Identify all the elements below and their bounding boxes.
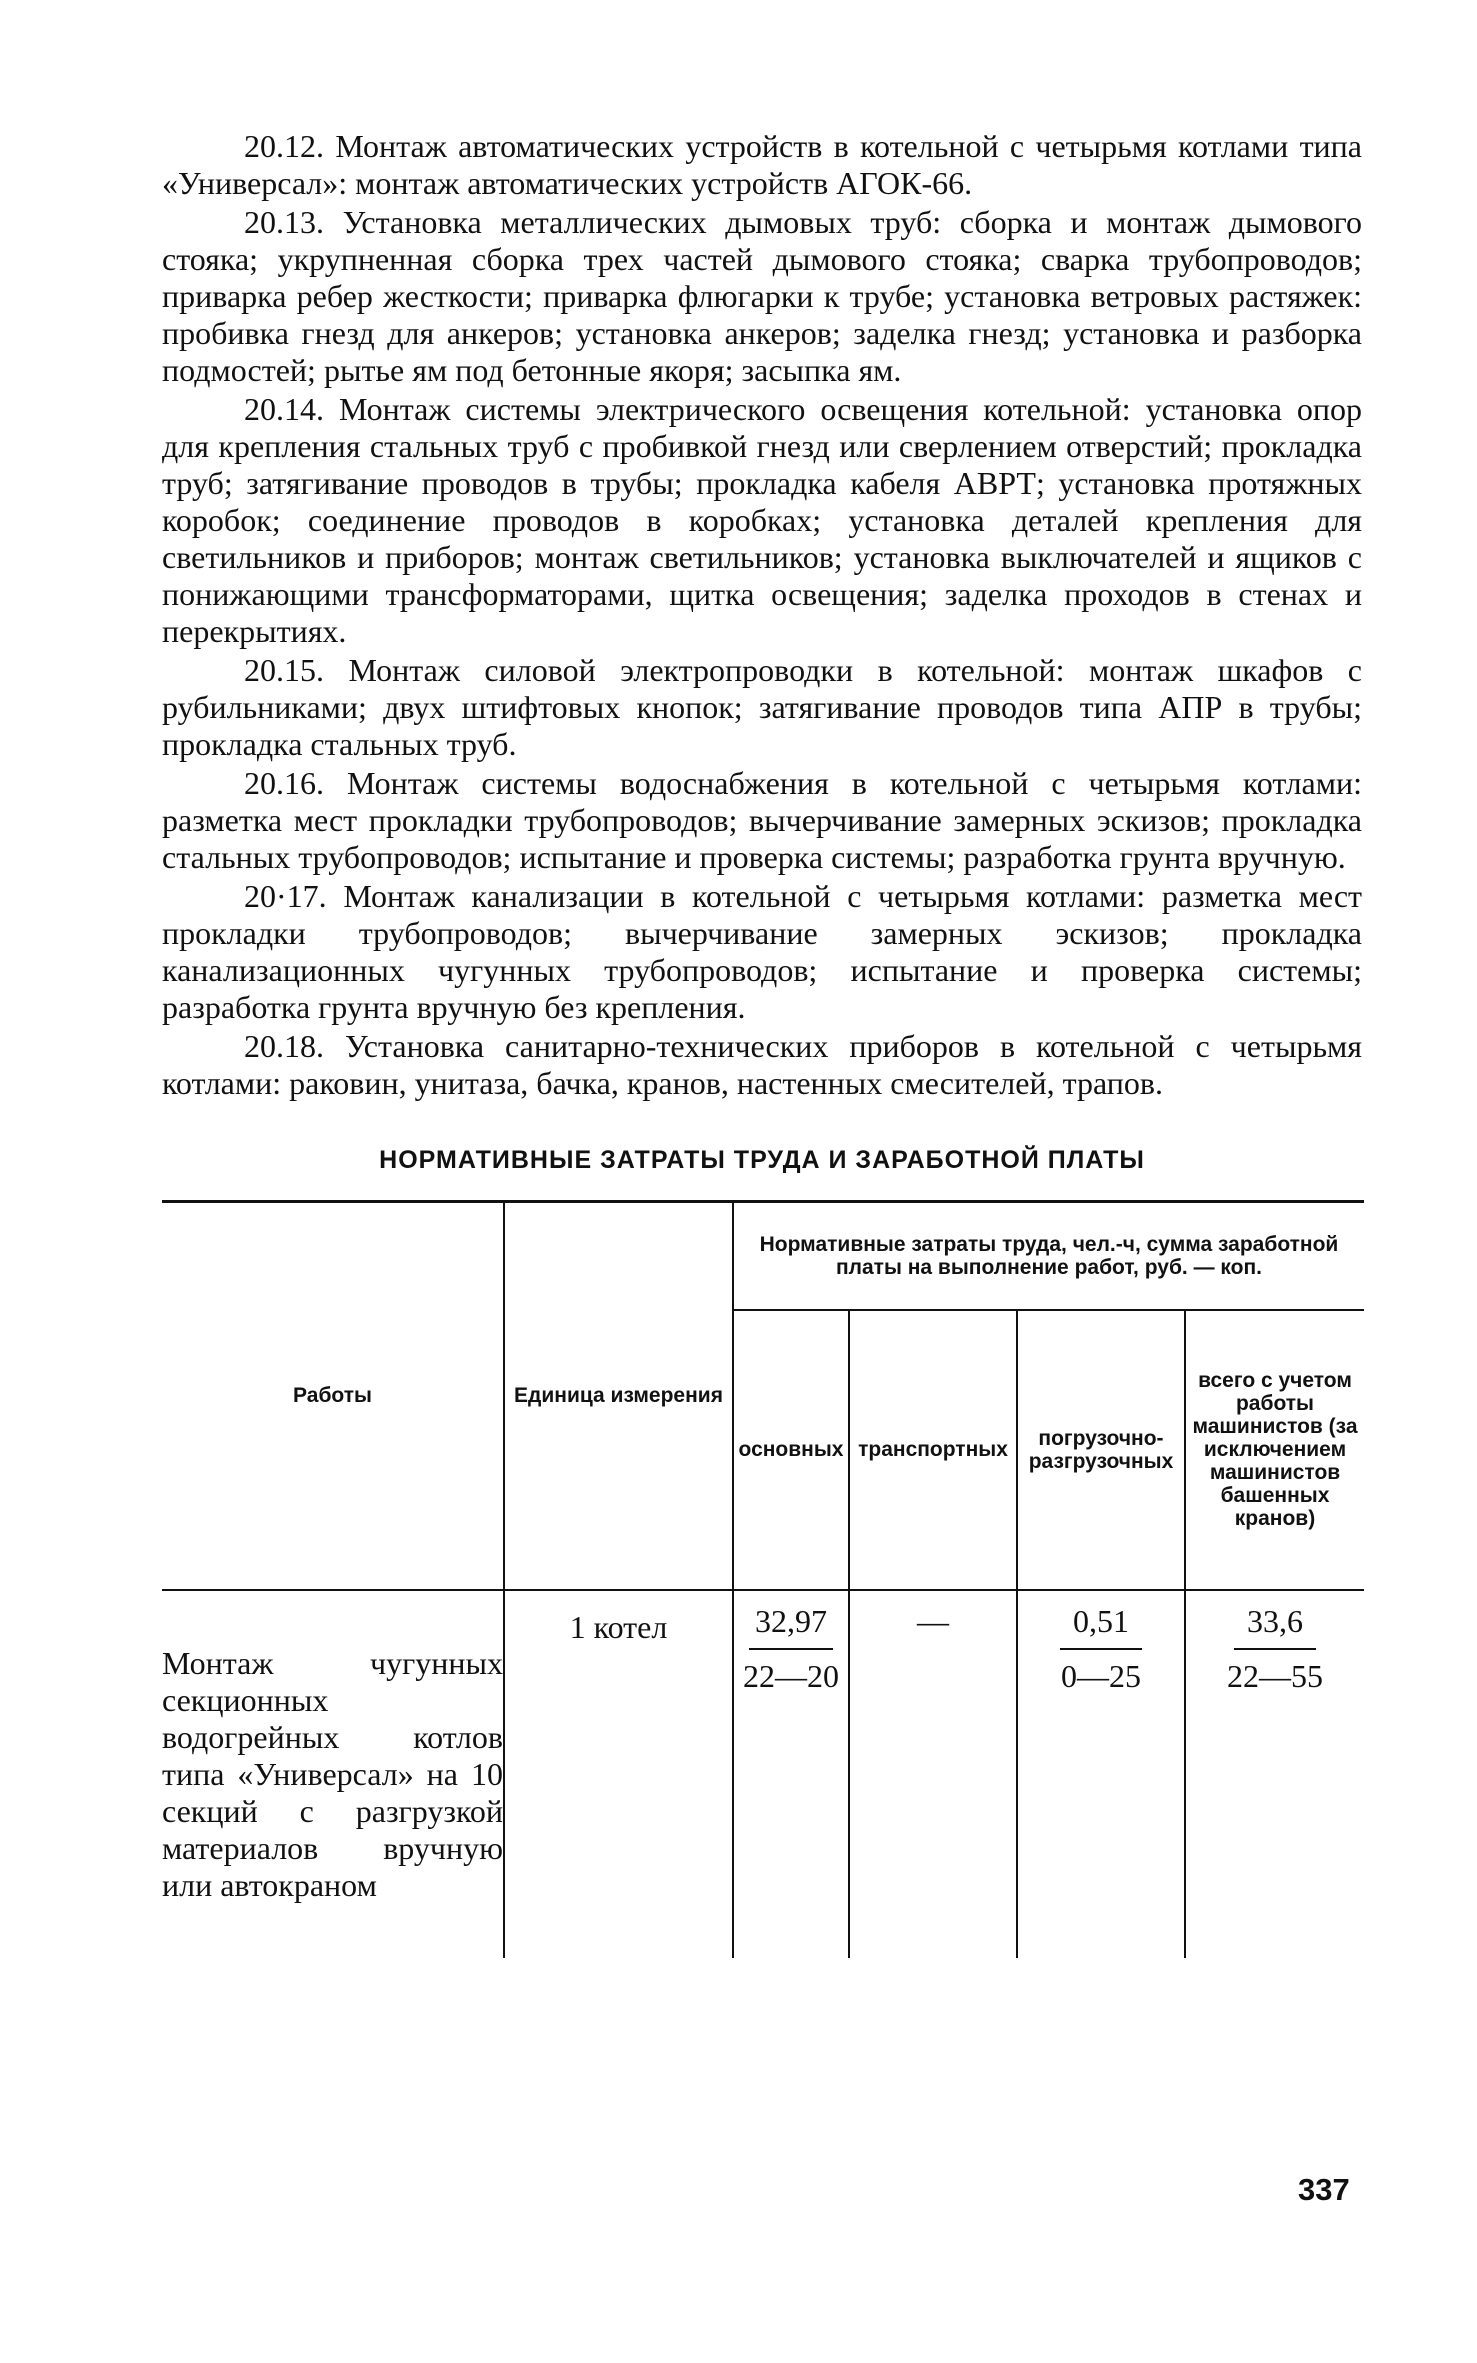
paragraph-number: 20.13. xyxy=(244,204,324,240)
main-wage-value: 22—20 xyxy=(743,1657,839,1694)
unit-value: 1 котел xyxy=(569,1608,668,1645)
transport-value: — xyxy=(917,1602,949,1639)
paragraph-text: Установка санитарно-технических приборов в котельной с четырьмя котлами: раковин, унитаза, бачка, кранов, настенных смесителей, трапов. xyxy=(162,1028,1363,1101)
table-row xyxy=(162,1590,1364,1958)
paragraph-20-12 xyxy=(162,128,1362,202)
transport-cell xyxy=(849,1590,1017,1958)
header-transport: транспортных xyxy=(849,1310,1017,1590)
header-loading: погрузочно-разгрузочных xyxy=(1017,1310,1185,1590)
paragraph-number: 20.18. xyxy=(244,1028,324,1064)
paragraph-text: Монтаж канализации в котельной с четырьмя котлами: разметка мест прокладки трубопроводов; вычерчивание замерных эскизов; прокладка канализационных чугунных трубопроводов; испытание и проверка системы; разработка грунта вручную без крепления. xyxy=(162,878,1363,1025)
paragraph-number: 20.15. xyxy=(244,652,324,688)
paragraph-text: Монтаж системы водоснабжения в котельной с четырьмя котлами: разметка мест прокладки трубопроводов; вычерчивание замерных эскизов; прокладка стальных трубопроводов; испытание и проверка системы; разработка грунта вручную. xyxy=(162,765,1363,875)
total-labor-value: 33,6 xyxy=(1234,1603,1316,1650)
section-heading: НОРМАТИВНЫЕ ЗАТРАТЫ ТРУДА И ЗАРАБОТНОЙ ПЛАТЫ xyxy=(379,1146,1145,1174)
header-unit: Единица измерения xyxy=(504,1202,733,1590)
work-description: Монтаж чугунных секционных водогрейных котлов типа «Универсал» на 10 секций с разгрузкой материалов вручную или автокраном xyxy=(162,1644,503,1903)
main-labor-value: 32,97 xyxy=(749,1603,833,1650)
loading-cell xyxy=(1017,1590,1185,1958)
paragraph-20-17 xyxy=(162,878,1362,1026)
page-content xyxy=(162,128,1362,1958)
total-wage-value: 22—55 xyxy=(1227,1657,1323,1694)
paragraph-20-18 xyxy=(162,1028,1362,1102)
header-works: Работы xyxy=(162,1202,504,1590)
paragraph-text: Монтаж системы электрического освещения котельной: установка опор для крепления стальных труб с пробивкой гнезд или сверлением отверстий; прокладка труб; затягивание проводов в трубы; прокладка кабеля АВРТ; установка протяжных коробок; соединение проводов в коробках; установка деталей крепления для светильников и приборов; монтаж светильников; установка выключателей и ящиков с понижающими трансформаторами, щитка освещения; заделка проходов в стенах и перекрытиях. xyxy=(162,391,1363,649)
main-cell xyxy=(733,1590,849,1958)
paragraph-number: 20.16. xyxy=(244,765,324,801)
norms-table xyxy=(162,1200,1364,1958)
loading-wage-value: 0—25 xyxy=(1061,1657,1141,1694)
header-total: всего с учетом работы машинистов (за исключением машинистов башенных кранов) xyxy=(1185,1310,1364,1590)
paragraph-text: Монтаж автоматических устройств в котельной с четырьмя котлами типа «Универсал»: монтаж автоматических устройств АГОК-66. xyxy=(162,128,1363,201)
paragraph-20-15 xyxy=(162,652,1362,763)
paragraph-20-14 xyxy=(162,391,1362,650)
page-number: 337 xyxy=(1298,2172,1350,2207)
paragraph-number: 20.12. xyxy=(244,128,324,164)
loading-labor-value: 0,51 xyxy=(1060,1603,1142,1650)
paragraph-text: Установка металлических дымовых труб: сборка и монтаж дымового стояка; укрупненная сборка трех частей дымового стояка; сварка трубопроводов; приварка ребер жесткости; приварка флюгарки к трубе; установка ветровых растяжек: пробивка гнезд для анкеров; установка анкеров; заделка гнезд; установка и разборка подмостей; рытье ям под бетонные якоря; засыпка ям. xyxy=(162,204,1363,388)
total-cell xyxy=(1185,1590,1364,1958)
unit-cell xyxy=(504,1590,733,1958)
paragraph-20-13 xyxy=(162,204,1362,389)
paragraph-20-16 xyxy=(162,765,1362,876)
header-labor-costs: Нормативные затраты труда, чел.-ч, сумма заработной платы на выполнение работ, руб. — коп. xyxy=(733,1202,1364,1310)
paragraph-text: Монтаж силовой электропроводки в котельной: монтаж шкафов с рубильниками; двух штифтовых кнопок; затягивание проводов типа АПР в трубы; прокладка стальных труб. xyxy=(162,652,1363,762)
header-main: основных xyxy=(733,1310,849,1590)
paragraph-number: 20.14. xyxy=(244,391,324,427)
paragraph-number: 20·17. xyxy=(244,878,327,914)
